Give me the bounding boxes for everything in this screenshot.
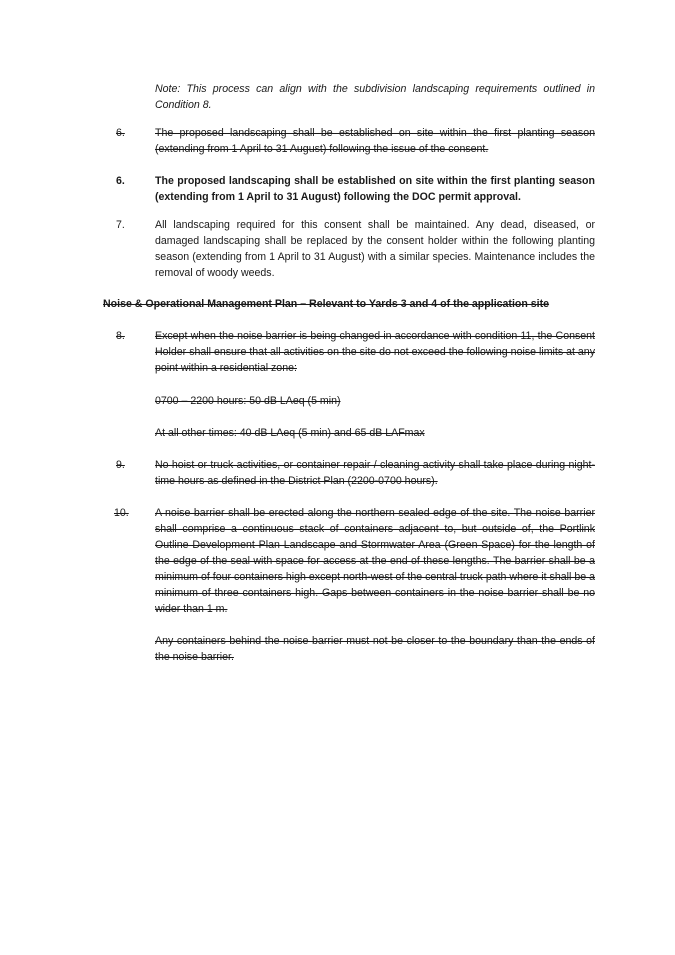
item-number-8: 8.: [116, 330, 125, 342]
item-number-9: 9.: [116, 459, 125, 471]
item-number-7: 7.: [116, 219, 125, 231]
item-8-daytime-limit: 0700 – 2200 hours: 50 dB LAeq (5 min): [155, 395, 341, 407]
item-10-containers-paragraph: Any containers behind the noise barrier must not be closer to the boundary than the ends of the noise barrier.: [155, 635, 595, 663]
item-7-text: All landscaping required for this consent shall be maintained. Any dead, diseased, or damaged landscaping shall be replaced by the consent holder within the following planting season (extending from 1 April to 31 August) with a similar species. Maintenance includes the removal of woody weeds.: [155, 219, 595, 279]
item-10-text: A noise barrier shall be erected along the northern sealed edge of the site. The noise barrier shall comprise a continuous stack of containers adjacent to, but outside of, the Portlink Outline Development Plan Landscape and Stormwater Area (Green Space) for the length of the edge of the seal with space for access at the end of these lengths. The barrier shall be a minimum of four containers high except north-west of the central truck path where it shall be a minimum of three containers high. Gaps between containers in the noise barrier shall be no wider than 1 m.: [155, 507, 595, 615]
item-6-new-text: The proposed landscaping shall be established on site within the first planting season (extending from 1 April to 31 August) following the DOC permit approval.: [155, 175, 595, 203]
note-paragraph: Note: This process can align with the subdivision landscaping requirements outlined in Condition 8.: [155, 83, 595, 111]
item-8-text: Except when the noise barrier is being changed in accordance with condition 11, the Consent Holder shall ensure that all activities on the site do not exceed the following noise limits at any point within a residential zone:: [155, 330, 595, 374]
item-number-10: 10.: [114, 507, 129, 519]
item-6-struck-text: The proposed landscaping shall be established on site within the first planting season (extending from 1 April to 31 August) following the issue of the consent.: [155, 127, 595, 155]
item-9-text: No hoist or truck activities, or container repair / cleaning activity shall take place during night-time hours as defined in the District Plan (2200-0700 hours).: [155, 459, 595, 487]
item-8-other-times-limit: At all other times: 40 dB LAeq (5 min) and 65 dB LAFmax: [155, 427, 425, 439]
item-number-6-new: 6.: [116, 175, 125, 187]
section-heading: Noise & Operational Management Plan – Relevant to Yards 3 and 4 of the application site: [103, 298, 550, 310]
item-number-6-struck: 6.: [116, 127, 125, 139]
